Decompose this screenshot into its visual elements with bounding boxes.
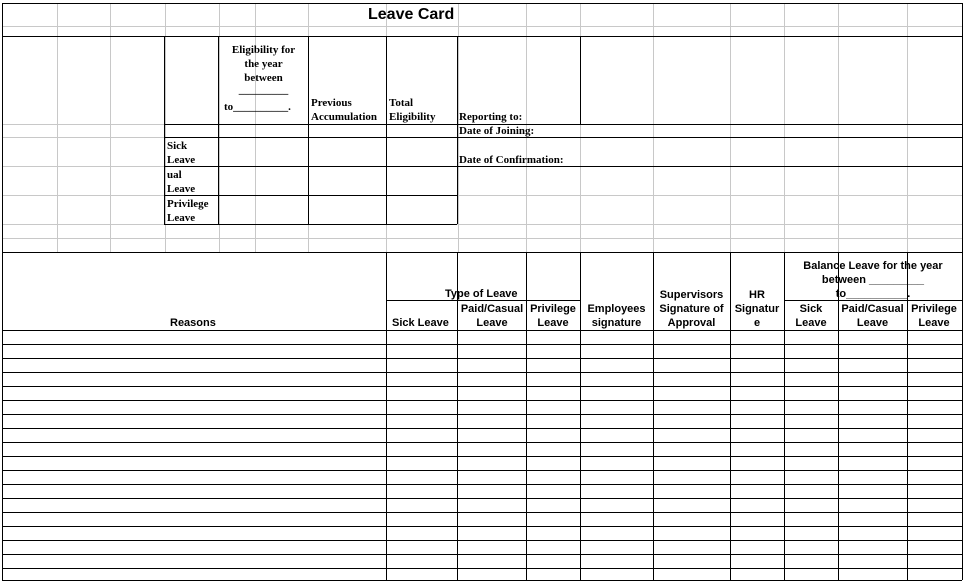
hr-signature-header bbox=[730, 288, 784, 330]
eligibility-line: Eligibility bbox=[389, 111, 436, 123]
header-line: Paid/Casual bbox=[841, 303, 904, 315]
header-line: to__________. bbox=[835, 288, 911, 300]
page-title: Leave Card bbox=[368, 6, 455, 23]
header-line: Balance Leave for the year bbox=[803, 260, 943, 272]
header-line: Approval bbox=[667, 317, 716, 329]
balance-privilege-header bbox=[907, 302, 961, 330]
privilege-header bbox=[526, 302, 580, 330]
previous-accumulation-header bbox=[311, 96, 377, 124]
header-line: Signature of bbox=[659, 303, 724, 315]
header-line: Leave bbox=[795, 317, 827, 329]
row-line: Leave bbox=[167, 183, 196, 195]
header-line: e bbox=[753, 317, 761, 329]
employees-signature-header bbox=[580, 302, 653, 330]
balance-leave-header bbox=[784, 259, 962, 301]
row-line: Sick bbox=[167, 140, 188, 152]
header-line: signature bbox=[591, 317, 642, 329]
total-eligibility-header bbox=[389, 96, 435, 124]
eligibility-header bbox=[219, 43, 308, 95]
header-line: Paid/Casual bbox=[460, 303, 524, 315]
sick-leave-row-label bbox=[167, 139, 195, 167]
row-line: Privilege bbox=[167, 198, 209, 210]
header-line: Employees bbox=[587, 303, 646, 315]
header-line: between _________ bbox=[821, 274, 925, 286]
header-line: Sick bbox=[799, 303, 823, 315]
reasons-header: Reasons bbox=[170, 317, 216, 329]
total-line: Total bbox=[389, 97, 414, 109]
header-line: Signatur bbox=[734, 303, 780, 315]
row-line: Leave bbox=[167, 154, 196, 166]
eligibility-line: Eligibility for bbox=[231, 44, 296, 56]
casual-leave-row-label bbox=[167, 168, 195, 196]
header-line: Leave bbox=[537, 317, 569, 329]
paid-casual-header bbox=[458, 302, 526, 330]
date-of-joining-label: Date of Joining: bbox=[459, 125, 535, 137]
balance-paid-header bbox=[838, 302, 907, 330]
header-line: Leave bbox=[476, 317, 508, 329]
header-line: Leave bbox=[856, 317, 889, 329]
row-line: Leave bbox=[167, 212, 196, 224]
header-line: Leave bbox=[918, 317, 950, 329]
supervisors-header bbox=[653, 288, 730, 330]
previous-line: Previous bbox=[311, 97, 352, 109]
header-line: Privilege bbox=[911, 303, 957, 315]
header-line: HR bbox=[749, 289, 765, 301]
eligibility-line: _________ bbox=[238, 84, 289, 96]
balance-sick-header bbox=[784, 302, 838, 330]
header-line: Privilege bbox=[530, 303, 576, 315]
eligibility-to-line: to__________. bbox=[224, 101, 291, 113]
date-of-confirmation-label: Date of Confirmation: bbox=[459, 154, 564, 166]
row-line: ual bbox=[167, 169, 182, 181]
accumulation-line: Accumulation bbox=[311, 111, 377, 123]
type-of-leave-header: Type of Leave bbox=[445, 288, 518, 300]
header-line: Supervisors bbox=[659, 289, 724, 301]
eligibility-line: the year bbox=[244, 58, 283, 70]
sick-leave-header: Sick Leave bbox=[392, 317, 449, 329]
privilege-leave-row-label bbox=[167, 197, 209, 225]
reporting-to-label: Reporting to: bbox=[459, 111, 523, 123]
eligibility-line: between bbox=[244, 72, 283, 84]
